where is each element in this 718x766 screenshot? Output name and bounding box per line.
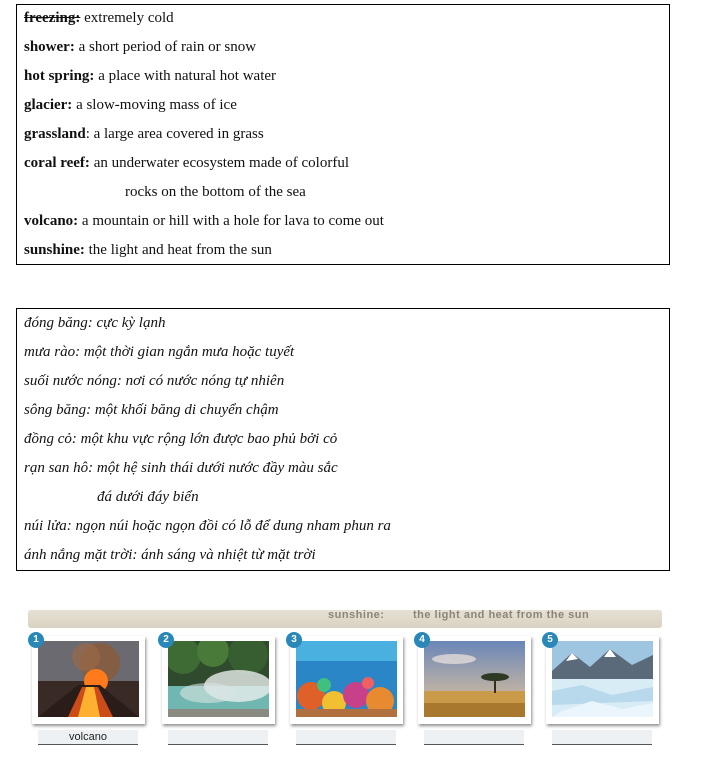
vocab-term: sunshine:	[24, 242, 85, 258]
picture-number-badge: 3	[286, 632, 302, 648]
vocab-definition: the light and heat from the sun	[84, 242, 272, 258]
translation-continuation: đá dưới đáy biển	[97, 489, 199, 505]
cropped-term: sunshine:	[328, 610, 385, 621]
translation-line: núi lửa: ngọn núi hoặc ngọn đồi có lỗ để dung nham phun ra	[24, 518, 391, 534]
vocab-line	[24, 65, 669, 94]
vocab-definition: an underwater ecosystem made of colorful	[89, 155, 350, 171]
vocab-continuation: rocks on the bottom of the sea	[125, 184, 306, 200]
vocab-line	[24, 123, 669, 152]
translation-line: ánh nắng mặt trời: ánh sáng và nhiệt từ mặt trời	[24, 547, 316, 563]
picture-number-badge: 1	[28, 632, 44, 648]
vocab-term: shower:	[24, 39, 75, 55]
translation-line: suối nước nóng: nơi có nước nóng tự nhiên	[24, 373, 285, 389]
vocab-term: coral reef:	[24, 155, 90, 171]
vocab-definition: a slow-moving mass of ice	[72, 97, 237, 113]
cropped-definition: the light and heat from the sun	[413, 610, 590, 621]
vocab-line	[24, 94, 669, 123]
picture-card	[290, 636, 403, 724]
vietnamese-translation-box	[16, 308, 670, 571]
coral-reef-photo-icon	[296, 641, 397, 717]
vocab-term: glacier:	[24, 97, 73, 113]
glacier-photo-icon	[552, 641, 653, 717]
vocab-line	[24, 210, 669, 239]
picture-card	[418, 636, 531, 724]
picture-card	[162, 636, 275, 724]
answer-blank[interactable]	[168, 730, 268, 745]
vocab-definition: a short period of rain or snow	[74, 39, 257, 55]
picture-number-badge: 4	[414, 632, 430, 648]
vocab-line	[24, 36, 669, 65]
vocab-term: freezing:	[24, 10, 81, 26]
picture-card	[32, 636, 145, 724]
picture-card	[546, 636, 659, 724]
grassland-photo-icon	[424, 641, 525, 717]
translation-line: rạn san hô: một hệ sinh thái dưới nước đầy màu sắc	[24, 460, 338, 476]
translation-line: sông băng: một khối băng di chuyển chậm	[24, 402, 279, 418]
translation-line: mưa rào: một thời gian ngắn mưa hoặc tuyết	[24, 344, 295, 360]
picture-number-badge: 2	[158, 632, 174, 648]
hot-spring-photo-icon	[168, 641, 269, 717]
vocab-definition: : a large area covered in grass	[85, 126, 264, 142]
cropped-vocab-strip	[28, 610, 662, 628]
vocab-definition: a place with natural hot water	[94, 68, 277, 84]
answer-blank[interactable]: volcano	[38, 730, 138, 745]
translation-line: đồng cỏ: một khu vực rộng lớn được bao phủ bởi cỏ	[24, 431, 338, 447]
english-vocabulary-box	[16, 4, 670, 265]
vocab-line	[24, 152, 669, 181]
picture-number-badge: 5	[542, 632, 558, 648]
vocab-term: grassland	[24, 126, 86, 142]
volcano-photo-icon	[38, 641, 139, 717]
vocab-definition: extremely cold	[80, 10, 174, 26]
answer-blank[interactable]	[552, 730, 652, 745]
vocab-term: hot spring:	[24, 68, 95, 84]
vocab-term: volcano:	[24, 213, 79, 229]
vocab-line	[24, 239, 669, 268]
translation-line: đóng băng: cực kỳ lạnh	[24, 315, 166, 331]
answer-blank[interactable]	[296, 730, 396, 745]
answer-blank[interactable]	[424, 730, 524, 745]
vocab-definition: a mountain or hill with a hole for lava to come out	[78, 213, 384, 229]
picture-matching-exercise	[28, 610, 662, 760]
vocab-line	[24, 7, 669, 36]
